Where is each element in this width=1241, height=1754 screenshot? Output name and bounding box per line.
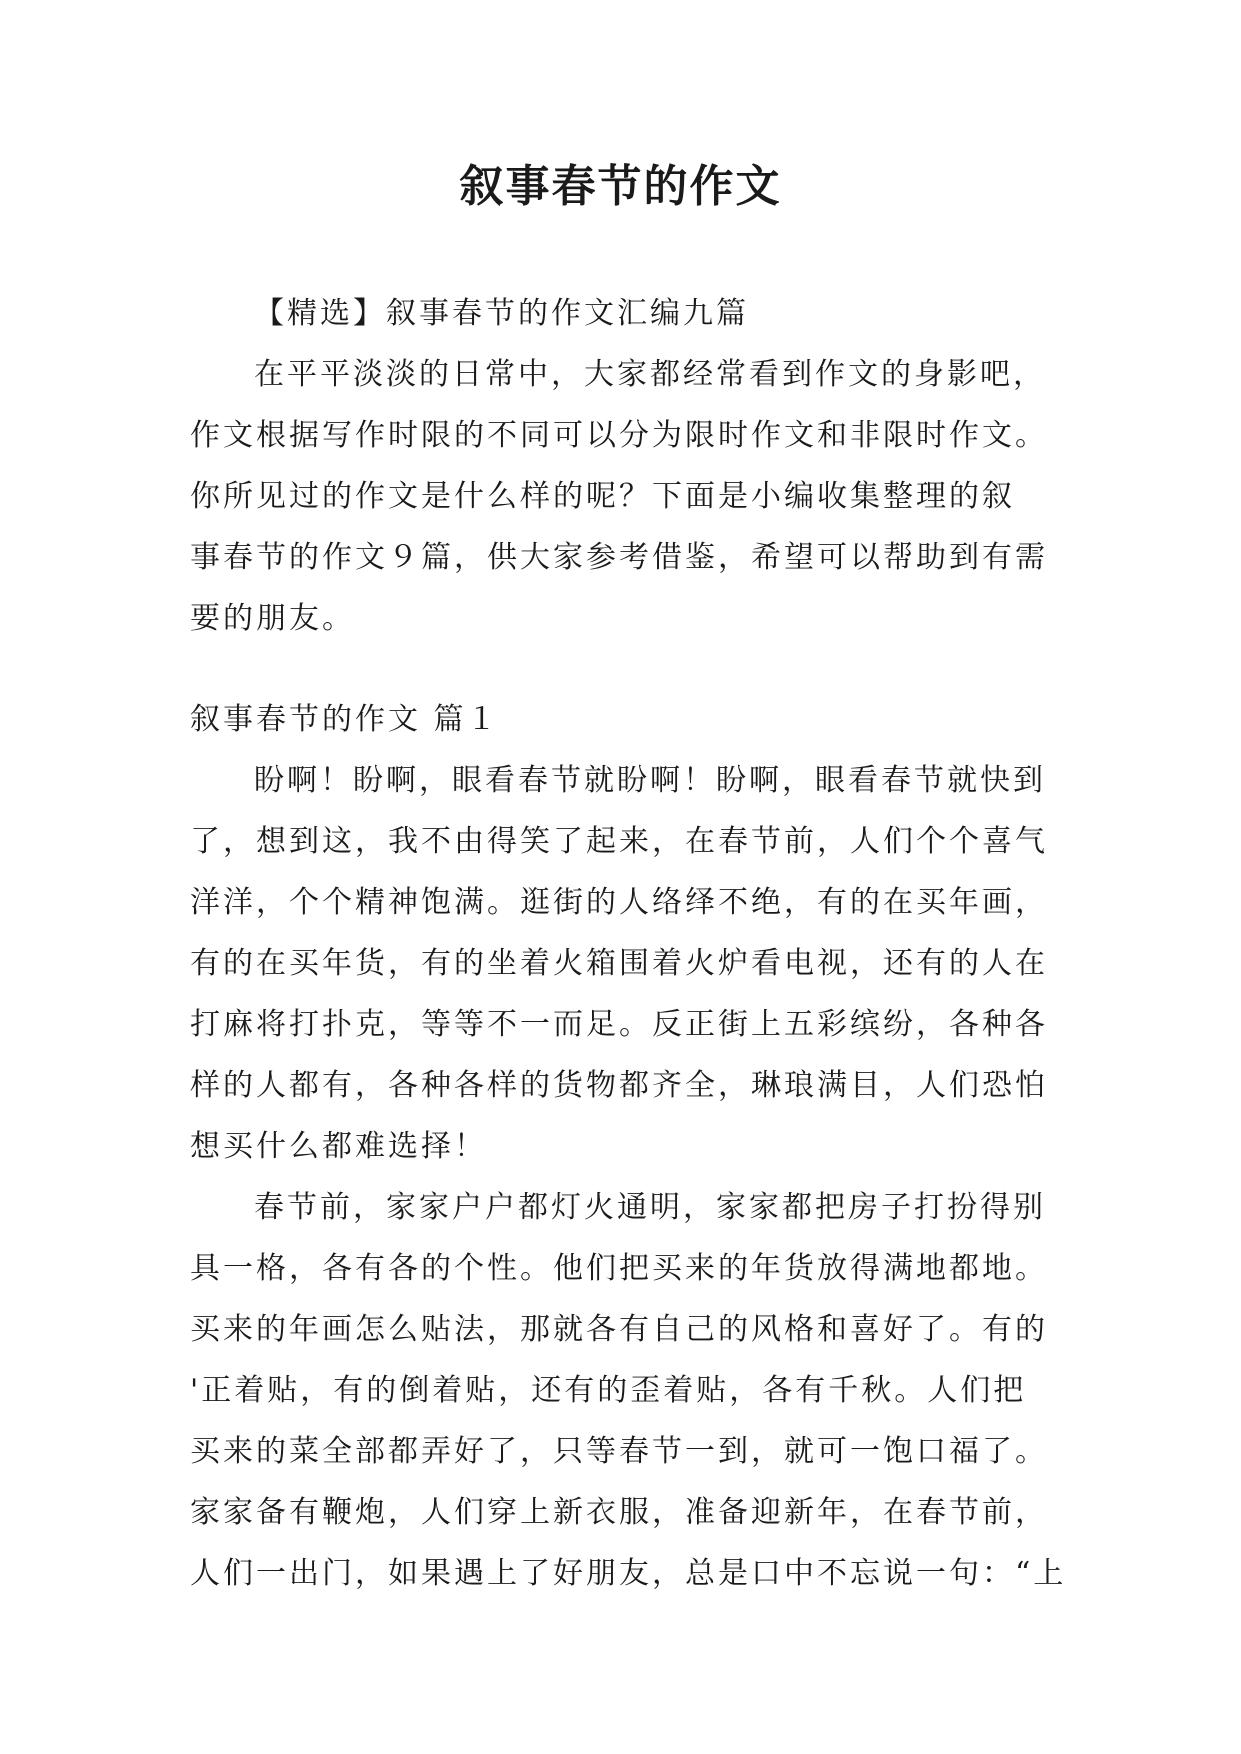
section-line: '正着贴，有的倒着贴，还有的歪着贴，各有千秋。人们把	[190, 1373, 1027, 1408]
intro-line: 【精选】叙事春节的作文汇编九篇	[254, 296, 749, 331]
section-line: 人们一出门，如果遇上了好朋友，总是口中不忘说一句：“上	[190, 1556, 1067, 1591]
intro-block	[190, 283, 1070, 649]
section-line: 买来的年画怎么贴法，那就各有自己的风格和喜好了。有的	[190, 1312, 1048, 1347]
intro-line: 事春节的作文９篇，供大家参考借鉴，希望可以帮助到有需	[190, 540, 1048, 575]
section-line: 洋洋，个个精神饱满。逛街的人络绎不绝，有的在买年画，	[190, 885, 1048, 920]
section-heading: 叙事春节的作文 篇１	[190, 702, 500, 737]
section-line: 打麻将打扑克，等等不一而足。反正街上五彩缤纷，各种各	[190, 1007, 1048, 1042]
intro-line: 你所见过的作文是什么样的呢？下面是小编收集整理的叙	[190, 479, 1015, 514]
section-line: 想买什么都难选择！	[190, 1129, 487, 1164]
section-line: 家家备有鞭炮，人们穿上新衣服，准备迎新年，在春节前，	[190, 1495, 1048, 1530]
section-block	[190, 689, 1070, 1604]
section-line: 样的人都有，各种各样的货物都齐全，琳琅满目，人们恐怕	[190, 1068, 1048, 1103]
section-line: 具一格，各有各的个性。他们把买来的年货放得满地都地。	[190, 1251, 1048, 1286]
section-line: 买来的菜全部都弄好了，只等春节一到，就可一饱口福了。	[190, 1434, 1048, 1469]
section-line: 春节前，家家户户都灯火通明，家家都把房子打扮得别	[254, 1190, 1046, 1225]
intro-line: 作文根据写作时限的不同可以分为限时作文和非限时作文。	[190, 418, 1048, 453]
document-title: 叙事春节的作文	[459, 161, 782, 212]
intro-line: 要的朋友。	[190, 601, 355, 636]
section-line: 盼啊！盼啊，眼看春节就盼啊！盼啊，眼看春节就快到	[254, 763, 1046, 798]
section-line: 有的在买年货，有的坐着火箱围着火炉看电视，还有的人在	[190, 946, 1048, 981]
intro-line: 在平平淡淡的日常中，大家都经常看到作文的身影吧，	[254, 357, 1046, 392]
section-line: 了，想到这，我不由得笑了起来，在春节前，人们个个喜气	[190, 824, 1048, 859]
